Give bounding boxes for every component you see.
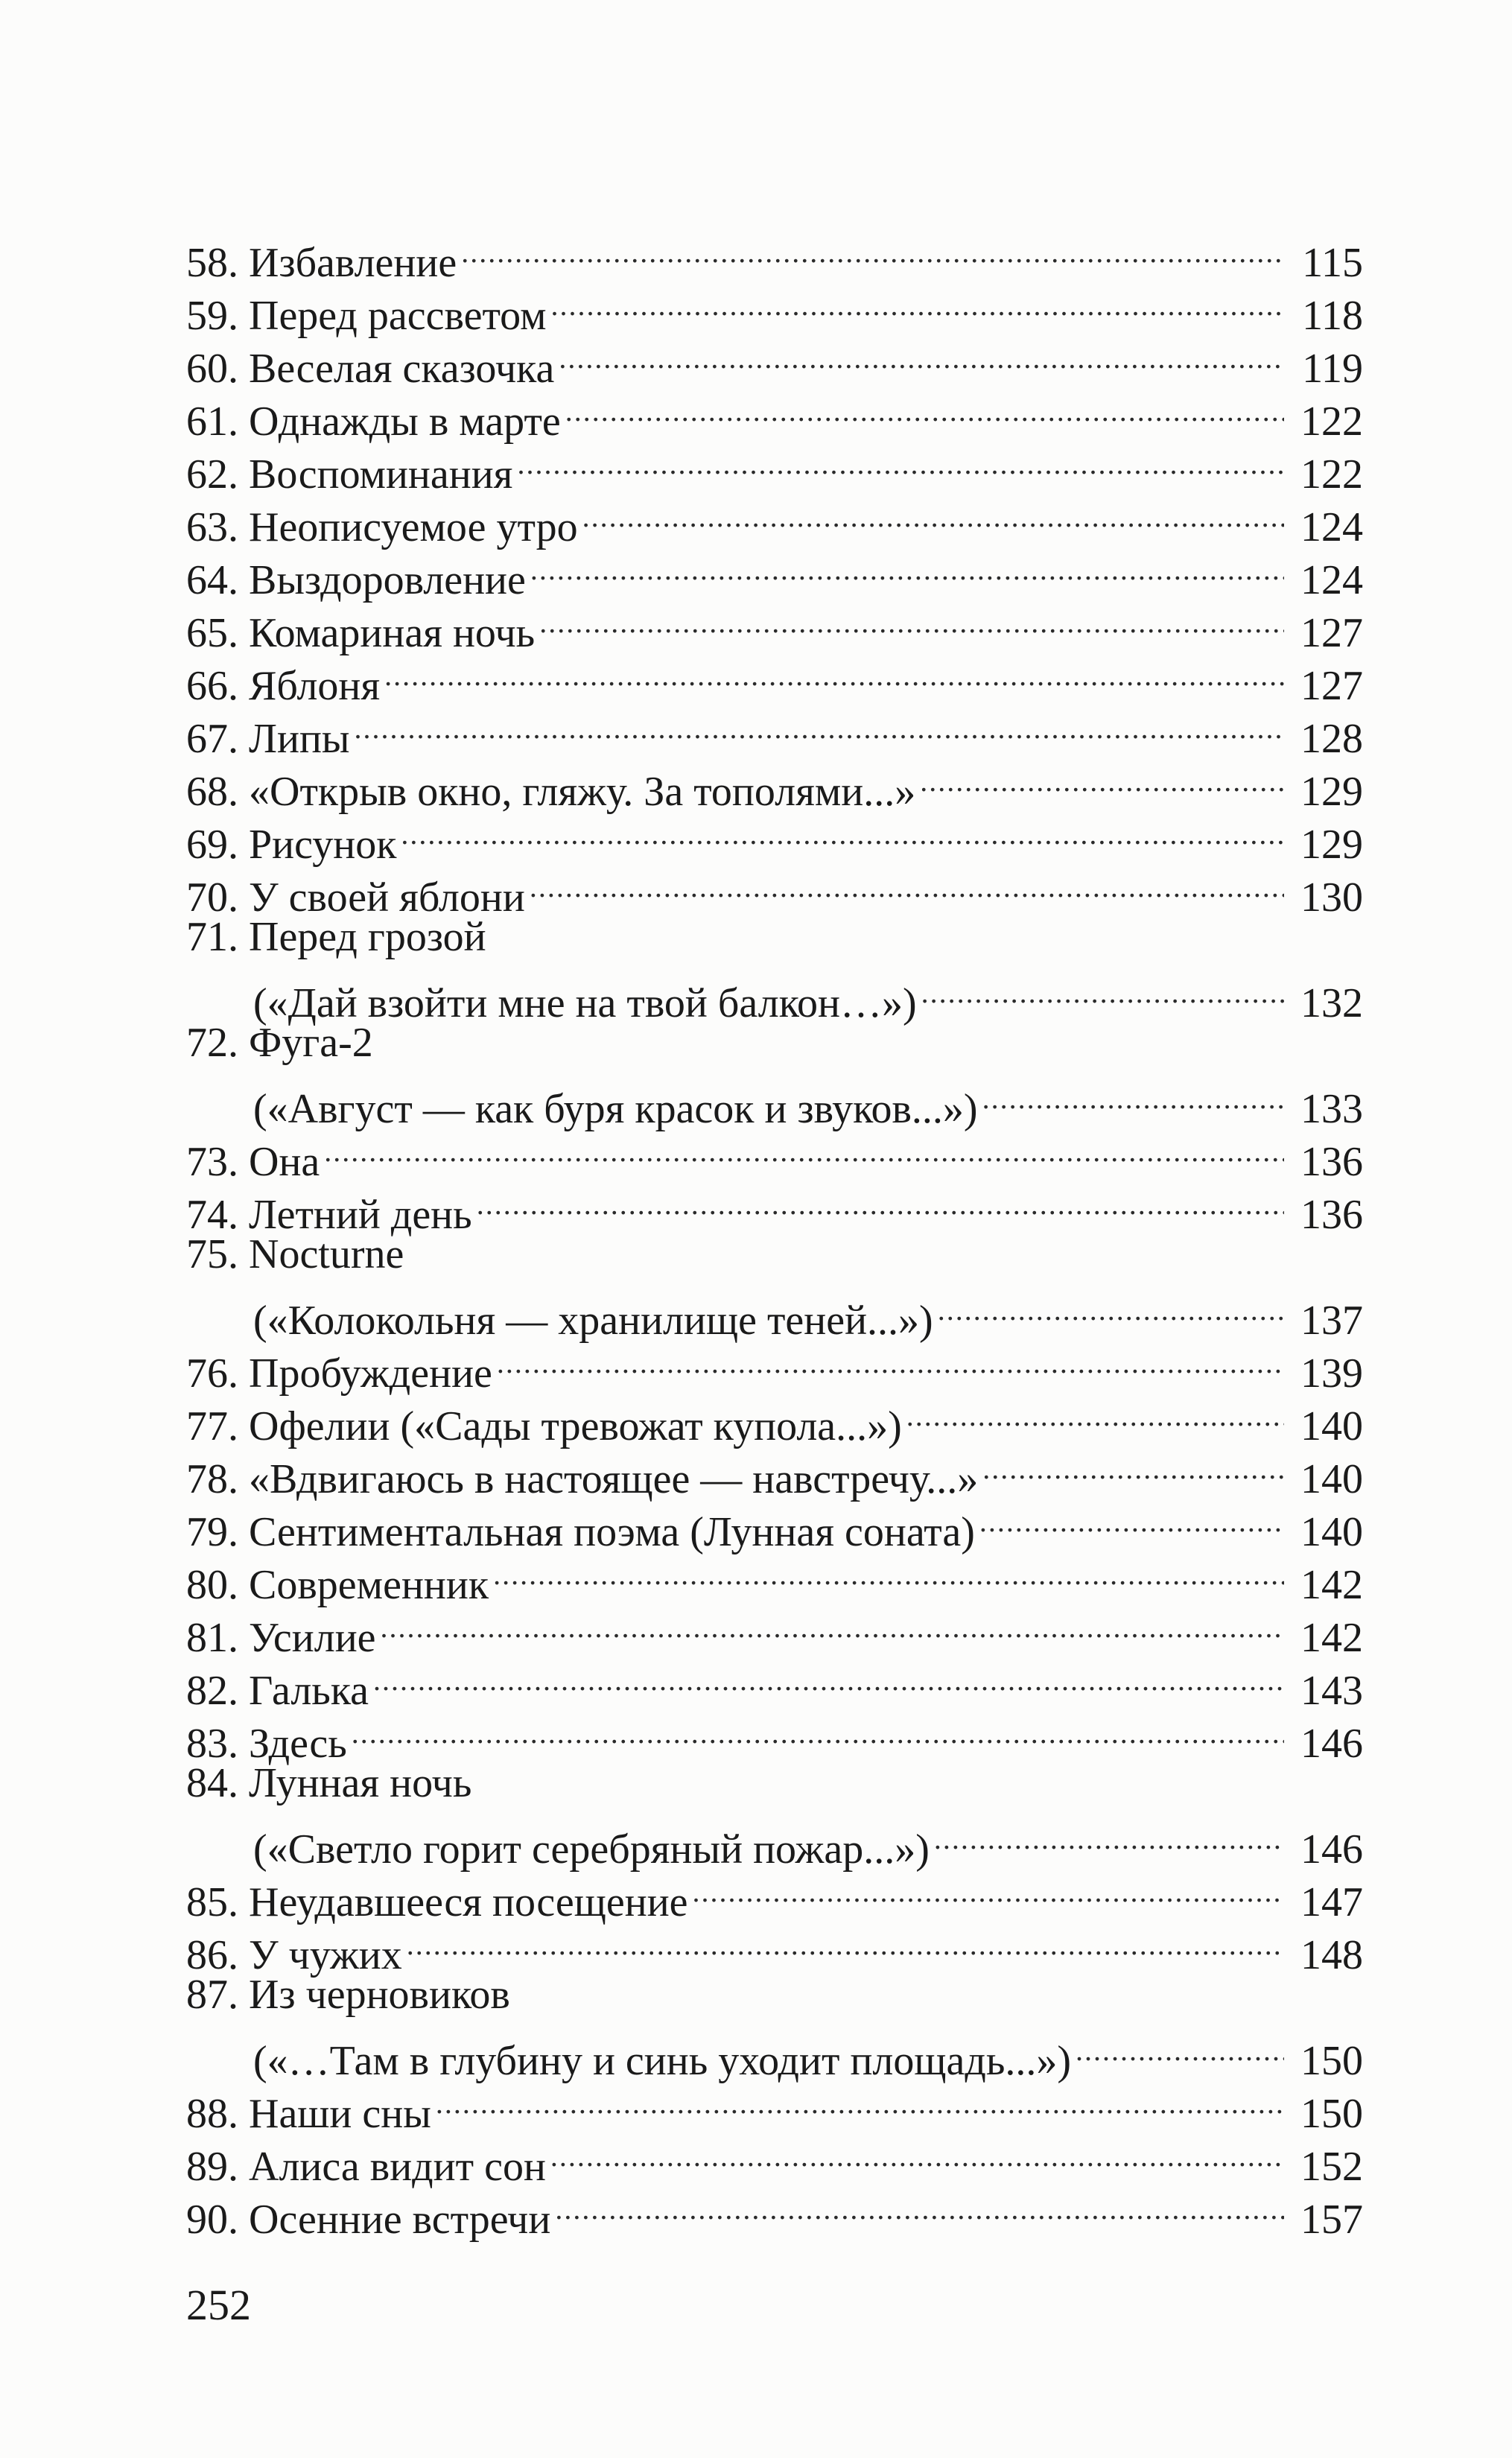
toc-page-number: 148 bbox=[1300, 1932, 1363, 1978]
toc-entry-title: 85. Неудавшееся посещение bbox=[186, 1879, 688, 1925]
dot-leader bbox=[982, 1070, 1284, 1122]
dot-leader bbox=[497, 1334, 1284, 1387]
toc-entry-title: 78. «Вдвигаюсь в настоящее — навстречу...» bbox=[186, 1456, 979, 1502]
toc-page-number: 136 bbox=[1300, 1139, 1363, 1185]
toc-entry-title: 60. Веселая сказочка bbox=[186, 346, 555, 392]
dot-leader bbox=[517, 435, 1284, 488]
dot-leader bbox=[550, 2127, 1284, 2180]
toc-page-number: 122 bbox=[1300, 451, 1363, 498]
toc-entry-title: 66. Яблоня bbox=[186, 663, 381, 709]
dot-leader bbox=[477, 1175, 1284, 1228]
toc-page-number: 133 bbox=[1300, 1086, 1363, 1132]
toc-entry-title: 84. Лунная ночь bbox=[186, 1760, 472, 1806]
toc-entry-heading bbox=[186, 911, 1363, 964]
toc-page-number: 143 bbox=[1300, 1668, 1363, 1714]
toc-page-number: 129 bbox=[1300, 769, 1363, 815]
toc-entry bbox=[186, 752, 1363, 815]
toc-page-number: 115 bbox=[1302, 240, 1363, 286]
toc-entry-title: 76. Пробуждение bbox=[186, 1350, 492, 1397]
table-of-contents bbox=[186, 223, 1363, 2243]
toc-page-number: 152 bbox=[1300, 2144, 1363, 2190]
toc-page-number: 118 bbox=[1302, 293, 1363, 339]
toc-entry-title: 67. Липы bbox=[186, 716, 350, 762]
toc-page-number: 136 bbox=[1300, 1192, 1363, 1238]
toc-page-number: 140 bbox=[1300, 1403, 1363, 1449]
dot-leader bbox=[530, 858, 1284, 911]
toc-entry-title: 72. Фуга-2 bbox=[186, 1020, 373, 1066]
toc-page-number: 127 bbox=[1300, 663, 1363, 709]
dot-leader bbox=[906, 1387, 1284, 1440]
toc-entry-title: 86. У чужих bbox=[186, 1932, 402, 1978]
toc-entry-title: 80. Современник bbox=[186, 1562, 489, 1608]
toc-entry bbox=[186, 1175, 1363, 1238]
toc-entry-title: 73. Она bbox=[186, 1139, 320, 1185]
toc-entry bbox=[186, 699, 1363, 762]
toc-page-number: 150 bbox=[1300, 2038, 1363, 2084]
dot-leader bbox=[582, 488, 1284, 541]
toc-entry-title: 71. Перед грозой bbox=[186, 914, 486, 960]
toc-entry bbox=[186, 1281, 1363, 1344]
toc-entry-title: 82. Галька bbox=[186, 1668, 369, 1714]
toc-entry bbox=[186, 1810, 1363, 1873]
toc-page-number: 140 bbox=[1300, 1456, 1363, 1502]
toc-page-number: 139 bbox=[1300, 1350, 1363, 1397]
toc-entry-subtitle: («Дай взойти мне на твой балкон…») bbox=[253, 980, 917, 1026]
dot-leader bbox=[539, 594, 1284, 647]
toc-entry-title: 58. Избавление bbox=[186, 240, 457, 286]
dot-leader bbox=[324, 1122, 1284, 1175]
toc-entry-title: 77. Офелии («Сады тревожат купола...») bbox=[186, 1403, 902, 1449]
toc-entry-subtitle: («…Там в глубину и синь уходит площадь...») bbox=[253, 2038, 1072, 2084]
toc-page-number: 157 bbox=[1300, 2197, 1363, 2243]
toc-page-number: 140 bbox=[1300, 1509, 1363, 1555]
toc-page-number: 142 bbox=[1300, 1562, 1363, 1608]
dot-leader bbox=[551, 276, 1284, 329]
toc-entry-title: 75. Nocturne bbox=[186, 1231, 404, 1277]
toc-entry-title: 81. Усилие bbox=[186, 1615, 376, 1661]
dot-leader bbox=[934, 1810, 1284, 1863]
toc-entry-title: 79. Сентиментальная поэма (Лунная соната) bbox=[186, 1509, 975, 1555]
toc-page-number: 127 bbox=[1300, 610, 1363, 656]
dot-leader bbox=[938, 1281, 1284, 1334]
toc-page-number: 146 bbox=[1300, 1721, 1363, 1767]
dot-leader bbox=[436, 2074, 1284, 2127]
dot-leader bbox=[401, 805, 1284, 858]
dot-leader bbox=[493, 1546, 1284, 1598]
toc-page-number: 130 bbox=[1300, 874, 1363, 921]
toc-page-number: 137 bbox=[1300, 1298, 1363, 1344]
toc-entry-title: 68. «Открыв окно, гляжу. За тополями...» bbox=[186, 769, 916, 815]
toc-entry-title: 65. Комариная ночь bbox=[186, 610, 536, 656]
dot-leader bbox=[565, 382, 1284, 435]
toc-page-number: 122 bbox=[1300, 398, 1363, 445]
toc-entry-heading bbox=[186, 1757, 1363, 1810]
toc-entry-title: 87. Из черновиков bbox=[186, 1972, 510, 2018]
toc-entry-subtitle: («Август — как буря красок и звуков...») bbox=[253, 1086, 978, 1132]
toc-entry-title: 89. Алиса видит сон bbox=[186, 2144, 546, 2190]
toc-entry bbox=[186, 223, 1363, 286]
toc-entry bbox=[186, 2022, 1363, 2084]
toc-page-number: 150 bbox=[1300, 2091, 1363, 2137]
dot-leader bbox=[373, 1651, 1284, 1704]
toc-entry-title: 88. Наши сны bbox=[186, 2091, 431, 2137]
toc-page-number: 147 bbox=[1300, 1879, 1363, 1925]
toc-page-number: 128 bbox=[1300, 716, 1363, 762]
dot-leader bbox=[555, 2180, 1284, 2233]
dot-leader bbox=[352, 1704, 1284, 1757]
dot-leader bbox=[1076, 2022, 1284, 2074]
toc-entry-title: 83. Здесь bbox=[186, 1721, 347, 1767]
dot-leader bbox=[461, 223, 1284, 276]
toc-page-number: 119 bbox=[1302, 346, 1363, 392]
dot-leader bbox=[355, 699, 1284, 752]
dot-leader bbox=[407, 1916, 1284, 1969]
toc-entry-title: 62. Воспоминания bbox=[186, 451, 513, 498]
toc-page-number: 124 bbox=[1300, 504, 1363, 550]
dot-leader bbox=[381, 1598, 1284, 1651]
dot-leader bbox=[693, 1863, 1284, 1916]
toc-entry-heading bbox=[186, 1969, 1363, 2022]
toc-entry-title: 70. У своей яблони bbox=[186, 874, 525, 921]
toc-entry-title: 63. Неописуемое утро bbox=[186, 504, 578, 550]
toc-entry bbox=[186, 1122, 1363, 1185]
toc-entry-title: 59. Перед рассветом bbox=[186, 293, 547, 339]
toc-entry-subtitle: («Колокольня — хранилище теней...») bbox=[253, 1298, 933, 1344]
toc-entry-title: 74. Летний день bbox=[186, 1192, 472, 1238]
dot-leader bbox=[920, 752, 1284, 805]
dot-leader bbox=[982, 1440, 1284, 1493]
toc-entry-title: 64. Выздоровление bbox=[186, 557, 526, 603]
toc-entry bbox=[186, 1070, 1363, 1132]
toc-entry-heading bbox=[186, 1228, 1363, 1281]
dot-leader bbox=[559, 329, 1284, 382]
toc-page-number: 142 bbox=[1300, 1615, 1363, 1661]
toc-entry-subtitle: («Светло горит серебряный пожар...») bbox=[253, 1826, 930, 1873]
toc-entry-title: 61. Однажды в марте bbox=[186, 398, 561, 445]
dot-leader bbox=[979, 1493, 1284, 1546]
toc-entry bbox=[186, 1704, 1363, 1767]
dot-leader bbox=[530, 541, 1284, 594]
toc-entry-title: 69. Рисунок bbox=[186, 822, 397, 868]
toc-page-number: 129 bbox=[1300, 822, 1363, 868]
toc-page-number: 146 bbox=[1300, 1826, 1363, 1873]
dot-leader bbox=[384, 647, 1284, 699]
page-number: 252 bbox=[186, 2281, 251, 2329]
toc-entry-title: 90. Осенние встречи bbox=[186, 2197, 551, 2243]
toc-page-number: 124 bbox=[1300, 557, 1363, 603]
toc-entry bbox=[186, 964, 1363, 1026]
toc-page-number: 132 bbox=[1300, 980, 1363, 1026]
dot-leader bbox=[921, 964, 1284, 1017]
